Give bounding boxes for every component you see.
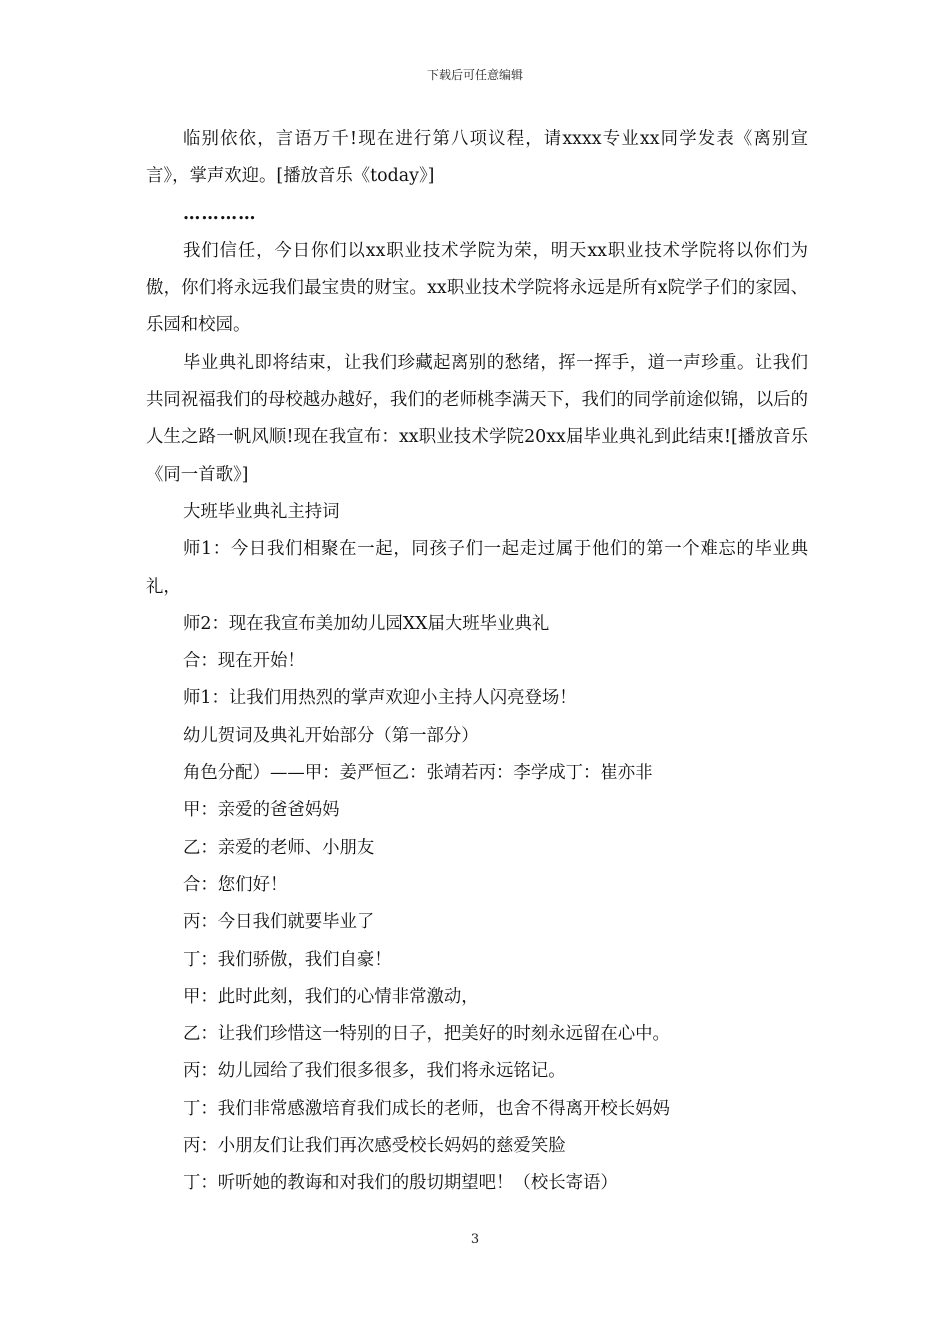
dialogue-line: 乙：亲爱的老师、小朋友 bbox=[183, 837, 375, 858]
dialogue-line: 丙：小朋友们让我们再次感受校长妈妈的慈爱笑脸 bbox=[183, 1136, 566, 1157]
page-header: 下载后可任意编辑 bbox=[426, 68, 523, 82]
dialogue-line: 丁：我们非常感激培育我们成长的老师，也舍不得离开校长妈妈 bbox=[183, 1098, 670, 1119]
page-number: 3 bbox=[470, 1232, 480, 1247]
dialogue-line: 乙：让我们珍惜这一特别的日子，把美好的时刻永远留在心中。 bbox=[183, 1024, 670, 1045]
paragraph: 师1：今日我们相聚在一起，同孩子们一起走过属于他们的第一个难忘的毕业典礼， bbox=[146, 539, 808, 597]
dialogue-line: 丁：我们骄傲，我们自豪！ bbox=[183, 949, 392, 970]
dialogue-line: 甲：亲爱的爸爸妈妈 bbox=[183, 800, 340, 821]
dialogue-line: 甲：此时此刻，我们的心情非常激动， bbox=[183, 986, 479, 1007]
dialogue-line: 丁：听听她的教诲和对我们的殷切期望吧！（校长寄语） bbox=[183, 1173, 618, 1194]
section-title: 大班毕业典礼主持词 bbox=[183, 501, 340, 522]
ellipsis-line: ………… bbox=[183, 203, 257, 224]
paragraph: 临别依依，言语万千!现在进行第八项议程，请xxxx专业xx同学发表《离别宣言》，掌声欢迎。[播放音乐《today》] bbox=[146, 129, 808, 187]
document-body bbox=[146, 121, 808, 1203]
paragraph: 师2：现在我宣布美加幼儿园XX届大班毕业典礼 bbox=[183, 613, 550, 634]
dialogue-line: 丙：今日我们就要毕业了 bbox=[183, 912, 375, 933]
paragraph: 我们信任，今日你们以xx职业技术学院为荣，明天xx职业技术学院将以你们为傲，你们将永远我们最宝贵的财宝。xx职业技术学院将永远是所有x院学子们的家园、乐园和校园。 bbox=[146, 240, 808, 336]
paragraph: 幼儿贺词及典礼开始部分（第一部分） bbox=[183, 725, 479, 746]
paragraph: 角色分配）——甲：姜严恒乙：张靖若丙：李学成丁：崔亦非 bbox=[183, 763, 653, 784]
paragraph: 毕业典礼即将结束，让我们珍藏起离别的愁绪，挥一挥手，道一声珍重。让我们共同祝福我们的母校越办越好，我们的老师桃李满天下，我们的同学前途似锦，以后的人生之路一帆风顺!现在我宣布：xx职业技术学院20xx届毕业典礼到此结束![播放音乐《同一首歌》] bbox=[146, 352, 808, 485]
paragraph: 师1：让我们用热烈的掌声欢迎小主持人闪亮登场！ bbox=[183, 688, 577, 709]
dialogue-line: 合：您们好！ bbox=[183, 874, 288, 895]
dialogue-line: 丙：幼儿园给了我们很多很多，我们将永远铭记。 bbox=[183, 1061, 566, 1082]
paragraph: 合：现在开始！ bbox=[183, 651, 305, 672]
